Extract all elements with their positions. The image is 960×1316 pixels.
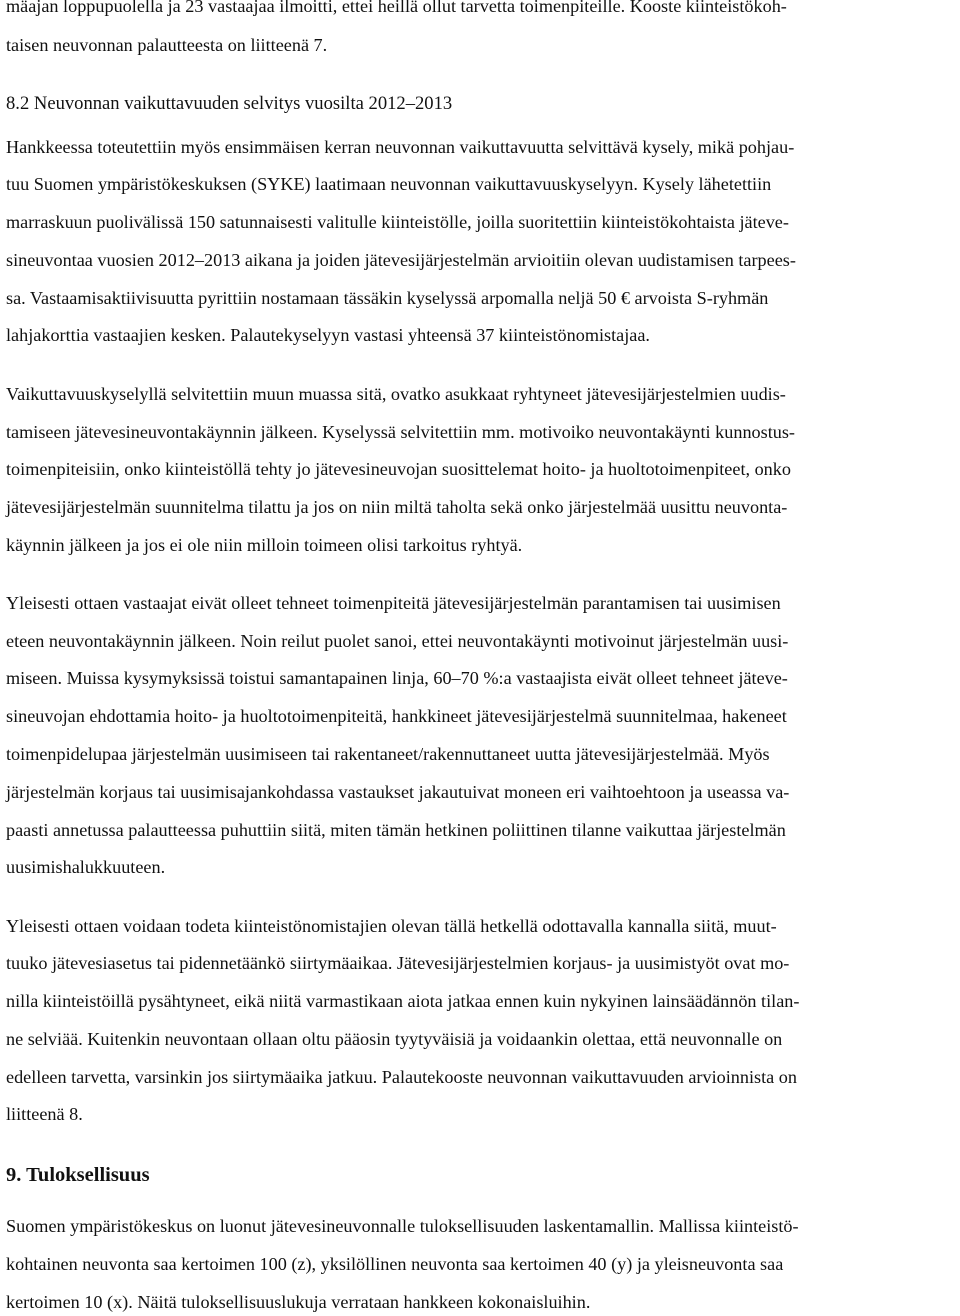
text-line: taisen neuvonnan palautteesta on liitteenä 7. [6, 35, 328, 55]
text-line: nilla kiinteistöillä pysähtyneet, eikä niitä varmastikaan aiota jatkaa ennen kuin nykyinen lainsäädännön tilan- [6, 991, 800, 1011]
section-heading-9: 9. Tuloksellisuus [6, 1164, 150, 1186]
text-line: ne selviää. Kuitenkin neuvontaan ollaan oltu pääosin tyytyväisiä ja voidaankin olettaa, että neuvonnalle on [6, 1029, 783, 1049]
text-line: Suomen ympäristökeskus on luonut jätevesineuvonnalle tuloksellisuuden laskentamallin. Mallissa kiinteistö- [6, 1216, 799, 1236]
text-line: tuu Suomen ympäristökeskuksen (SYKE) laatimaan neuvonnan vaikuttavuuskyselyyn. Kysely lähetettiin [6, 174, 772, 194]
text-line: toimenpiteisiin, onko kiinteistöllä tehty jo jätevesineuvojan suosittelemat hoito- ja huoltotoimenpiteet, onko [6, 459, 791, 479]
text-line: miseen. Muissa kysymyksissä toistui samantapainen linja, 60–70 %:a vastaajista eivät olleet tehneet jäteve- [6, 668, 788, 688]
text-line: jätevesijärjestelmän suunnitelma tilattu ja jos on niin miltä taholta sekä onko järjestelmää uusittu neuvonta- [6, 497, 788, 517]
text-line: liitteenä 8. [6, 1104, 83, 1124]
text-line: mäajan loppupuolella ja 23 vastaajaa ilmoitti, ettei heillä ollut tarvetta toimenpiteille. Kooste kiinteistökoh- [6, 0, 787, 16]
text-line: kohtainen neuvonta saa kertoimen 100 (z), yksilöllinen neuvonta saa kertoimen 40 (y) ja yleisneuvonta saa [6, 1254, 784, 1274]
text-line: järjestelmän korjaus tai uusimisajankohdassa vastaukset jakautuivat moneen eri vaihtoehtoon ja useassa va- [6, 782, 790, 802]
text-line: Vaikuttavuuskyselyllä selvitettiin muun muassa sitä, ovatko asukkaat ryhtyneet jätevesijärjestelmien uudis- [6, 384, 786, 404]
text-line: sineuvontaa vuosien 2012–2013 aikana ja joiden jätevesijärjestelmän arvioitiin olevan uudistamisen tarpees- [6, 250, 796, 270]
text-line: Yleisesti ottaen voidaan todeta kiinteistönomistajien olevan tällä hetkellä odottavalla kannalla siitä, muut- [6, 916, 777, 936]
text-line: edelleen tarvetta, varsinkin jos siirtymäaika jatkuu. Palautekooste neuvonnan vaikuttavuuden arvioinnista on [6, 1067, 797, 1087]
text-line: paasti annetussa palautteessa puhuttiin siitä, miten tämän hetkinen poliittinen tilanne vaikuttaa järjestelmän [6, 820, 786, 840]
text-line: käynnin jälkeen ja jos ei ole niin milloin toimeen olisi tarkoitus ryhtyä. [6, 535, 523, 555]
text-line: uusimishalukkuuteen. [6, 857, 166, 877]
text-line: tuuko jätevesiasetus tai pidennetäänkö siirtymäaikaa. Jätevesijärjestelmien korjaus- ja uusimistyöt ovat mo- [6, 953, 790, 973]
text-line: sineuvojan ehdottamia hoito- ja huoltotoimenpiteitä, hankkineet jätevesijärjestelmä suunnitelmaa, hakeneet [6, 706, 787, 726]
text-line: Yleisesti ottaen vastaajat eivät olleet tehneet toimenpiteitä jätevesijärjestelmän parantamisen tai uusimisen [6, 593, 781, 613]
text-line: lahjakorttia vastaajien kesken. Palautekyselyyn vastasi yhteensä 37 kiinteistönomistajaa. [6, 325, 650, 345]
text-line: kertoimen 10 (x). Näitä tuloksellisuuslukuja verrataan hankkeen kokonaisluihin. [6, 1292, 591, 1312]
text-line: sa. Vastaamisaktiivisuutta pyrittiin nostamaan tässäkin kyselyssä arpomalla neljä 50 € arvoista S-ryhmän [6, 288, 769, 308]
section-heading-8-2: 8.2 Neuvonnan vaikuttavuuden selvitys vuosilta 2012–2013 [6, 93, 453, 114]
text-line: Hankkeessa toteutettiin myös ensimmäisen kerran neuvonnan vaikuttavuutta selvittävä kysely, mikä pohjau- [6, 137, 795, 157]
text-line: eteen neuvontakäynnin jälkeen. Noin reilut puolet sanoi, ettei neuvontakäynti motivoinut järjestelmän uusi- [6, 631, 789, 651]
text-line: tamiseen jätevesineuvontakäynnin jälkeen. Kyselyssä selvitettiin mm. motivoiko neuvontakäynti kunnostus- [6, 422, 795, 442]
text-line: toimenpidelupaa järjestelmän uusimiseen tai rakentaneet/rakennuttaneet uutta jätevesijärjestelmää. Myös [6, 744, 770, 764]
text-line: marraskuun puolivälissä 150 satunnaisesti valitulle kiinteistölle, joilla suoritettiin kiinteistökohtaista jäteve- [6, 212, 789, 232]
